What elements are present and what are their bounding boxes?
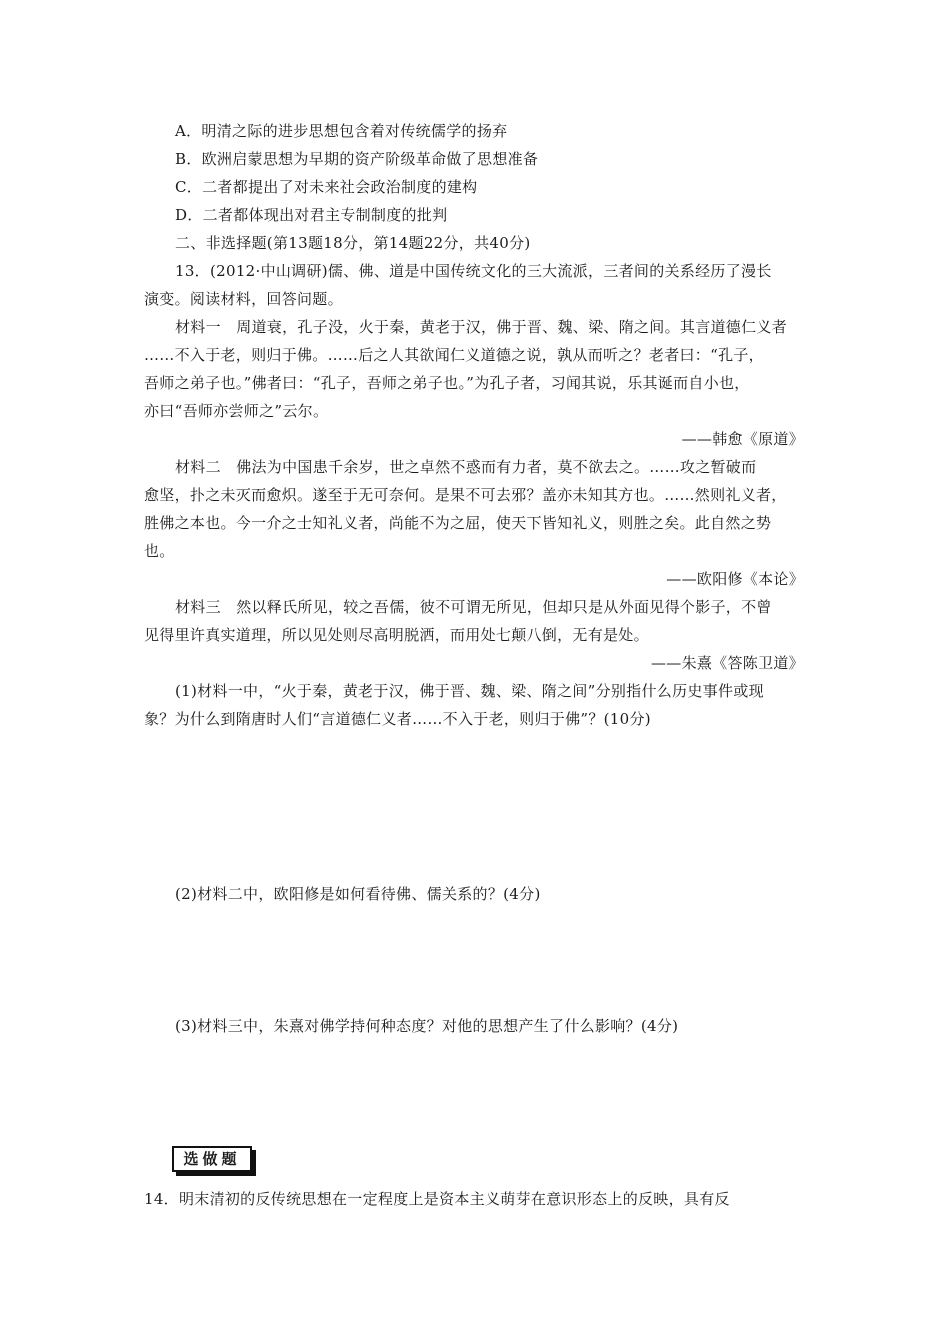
question-1-line-2: 象？为什么到隋唐时人们“言道德仁义者……不入于老，则归于佛”？(10分) bbox=[144, 710, 651, 728]
question-14-line-1: 14．明末清初的反传统思想在一定程度上是资本主义萌芽在意识形态上的反映，具有反 bbox=[144, 1190, 730, 1208]
material-1-line-3: 吾师之弟子也。”佛者曰：“孔子，吾师之弟子也。”为孔子者，习闻其说，乐其诞而自小也， bbox=[144, 374, 750, 392]
section-heading: 二、非选择题(第13题18分，第14题22分，共40分) bbox=[175, 234, 531, 252]
material-3-source: ——朱熹《答陈卫道》 bbox=[650, 654, 804, 672]
material-3-line-1: 材料三 然以释氏所见，较之吾儒，彼不可谓无所见，但却只是从外面见得个影子，不曾 bbox=[175, 598, 772, 616]
material-1-line-4: 亦曰“吾师亦尝师之”云尔。 bbox=[144, 402, 329, 420]
material-1-line-2: ……不入于老，则归于佛。……后之人其欲闻仁义道德之说，孰从而听之？老者曰：“孔子， bbox=[144, 346, 764, 364]
material-2-line-4: 也。 bbox=[144, 542, 175, 560]
q13-intro-line-1: 13．(2012·中山调研)儒、佛、道是中国传统文化的三大流派，三者间的关系经历了漫长 bbox=[175, 262, 772, 280]
material-2-line-1: 材料二 佛法为中国患千余岁，世之卓然不惑而有力者，莫不欲去之。……攻之暂破而 bbox=[175, 458, 757, 476]
material-2-source: ——欧阳修《本论》 bbox=[666, 570, 804, 588]
material-1-line-1: 材料一 周道衰，孔子没，火于秦，黄老于汉，佛于晋、魏、梁、隋之间。其言道德仁义者 bbox=[175, 318, 788, 336]
question-1-line-1: (1)材料一中，“火于秦，黄老于汉，佛于晋、魏、梁、隋之间”分别指什么历史事件或现 bbox=[175, 682, 764, 700]
option-c: C．二者都提出了对未来社会政治制度的建构 bbox=[175, 178, 478, 196]
material-3-line-2: 见得里许真实道理，所以见处则尽高明脱洒，而用处七颠八倒，无有是处。 bbox=[144, 626, 649, 644]
option-b: B．欧洲启蒙思想为早期的资产阶级革命做了思想准备 bbox=[175, 150, 539, 168]
optional-question-label: 选做题 bbox=[172, 1146, 252, 1172]
material-1-source: ——韩愈《原道》 bbox=[681, 430, 804, 448]
option-a: A．明清之际的进步思想包含着对传统儒学的扬弃 bbox=[175, 122, 508, 140]
material-2-line-2: 愈坚，扑之未灭而愈炽。遂至于无可奈何。是果不可去邪？盖亦未知其方也。……然则礼义者， bbox=[144, 486, 787, 504]
question-3: (3)材料三中，朱熹对佛学持何种态度？对他的思想产生了什么影响？(4分) bbox=[175, 1017, 679, 1035]
option-d: D．二者都体现出对君主专制制度的批判 bbox=[175, 206, 448, 224]
question-2: (2)材料二中，欧阳修是如何看待佛、儒关系的？(4分) bbox=[175, 885, 541, 903]
optional-question-badge bbox=[172, 1146, 258, 1172]
material-2-line-3: 胜佛之本也。今一介之士知礼义者，尚能不为之屈，使天下皆知礼义，则胜之矣。此自然之势 bbox=[144, 514, 772, 532]
q13-intro-line-2: 演变。阅读材料，回答问题。 bbox=[144, 290, 343, 308]
